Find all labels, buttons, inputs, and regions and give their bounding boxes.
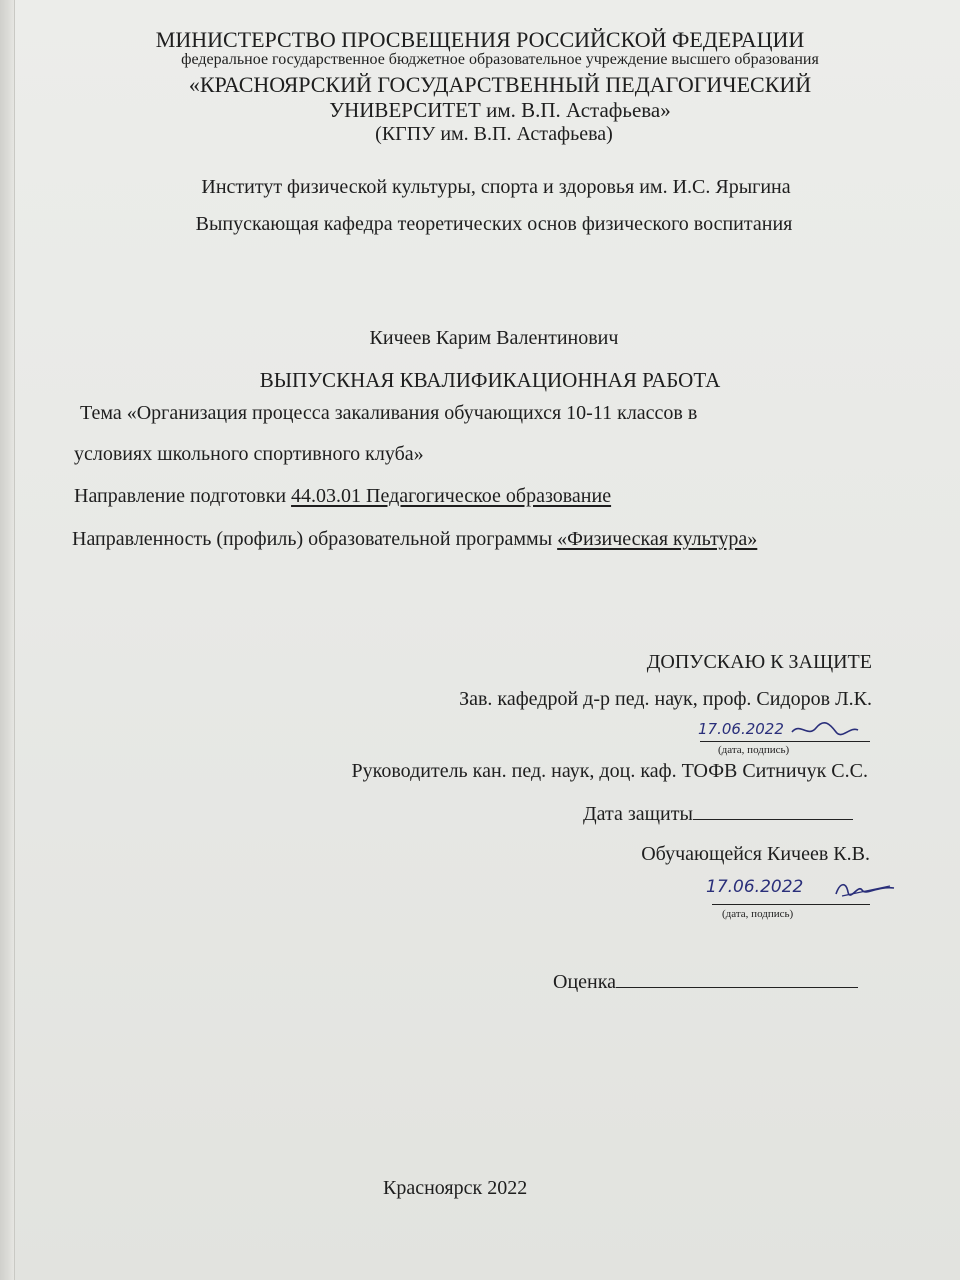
head-signature-date: 17.06.2022 xyxy=(698,720,784,738)
institution-type: федеральное государственное бюджетное образовательное учреждение высшего образования xyxy=(181,51,819,68)
topic-line1: Тема «Организация процесса закаливания обучающихся 10-11 классов в xyxy=(80,402,698,424)
student: Обучающейся Кичеев К.В. xyxy=(641,843,870,865)
institute-name: Институт физической культуры, спорта и здоровья им. И.С. Ярыгина xyxy=(201,176,791,198)
university-short-name: (КГПУ им. В.П. Астафьева) xyxy=(375,123,613,145)
profile-label: Направленность (профиль) образовательной программы xyxy=(72,528,553,550)
university-name-line1: «КРАСНОЯРСКИЙ ГОСУДАРСТВЕННЫЙ ПЕДАГОГИЧЕСКИЙ xyxy=(188,72,812,97)
program-profile xyxy=(72,528,757,551)
work-type: ВЫПУСКНАЯ КВАЛИФИКАЦИОННАЯ РАБОТА xyxy=(259,368,721,392)
grade xyxy=(553,969,858,994)
profile-value: «Физическая культура» xyxy=(557,528,758,550)
author-name: Кичеев Карим Валентинович xyxy=(369,327,619,349)
head-signature-icon xyxy=(790,718,860,740)
city-year: Красноярск 2022 xyxy=(383,1177,528,1199)
direction-value: 44.03.01 Педагогическое образование xyxy=(291,485,612,507)
head-of-department: Зав. кафедрой д-р пед. наук, проф. Сидоров Л.К. xyxy=(459,688,872,710)
grade-blank xyxy=(616,969,858,988)
student-signature-date: 17.06.2022 xyxy=(706,877,804,897)
defense-date-label: Дата защиты xyxy=(583,803,693,825)
topic-line2: условиях школьного спортивного клуба» xyxy=(74,443,424,465)
ministry-title: МИНИСТЕРСТВО ПРОСВЕЩЕНИЯ РОССИЙСКОЙ ФЕДЕРАЦИИ xyxy=(155,27,805,52)
head-signature-line xyxy=(700,741,870,742)
student-signature-line xyxy=(712,904,870,905)
defense-date xyxy=(583,801,853,826)
student-signature-caption: (дата, подпись) xyxy=(722,908,794,920)
grade-label: Оценка xyxy=(553,971,617,993)
training-direction xyxy=(74,485,611,508)
page-binding-edge xyxy=(0,0,15,1280)
university-name-line2: УНИВЕРСИТЕТ им. В.П. Астафьева» xyxy=(329,98,671,122)
supervisor: Руководитель кан. пед. наук, доц. каф. ТОФВ Ситничук С.С. xyxy=(351,760,868,782)
student-signature-icon xyxy=(832,876,898,902)
approval-heading: ДОПУСКАЮ К ЗАЩИТЕ xyxy=(646,651,872,673)
department-name: Выпускающая кафедра теоретических основ физического воспитания xyxy=(195,213,793,235)
direction-label: Направление подготовки xyxy=(74,485,287,507)
head-signature-caption: (дата, подпись) xyxy=(718,744,790,756)
defense-date-blank xyxy=(693,801,853,820)
